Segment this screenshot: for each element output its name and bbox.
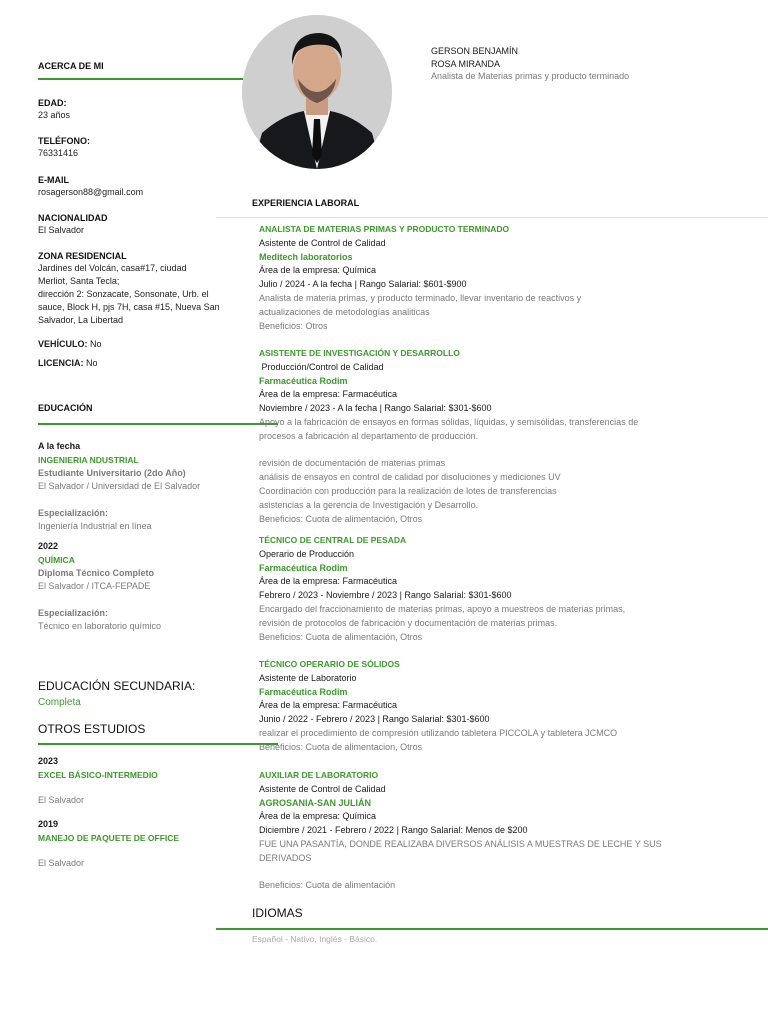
about-title: ACERCA DE MI xyxy=(38,61,104,71)
zone-line: dirección 2: Sonzacate, Sonsonate, Urb. el xyxy=(38,289,209,299)
languages-value: Español - Nativo, Inglés - Básico. xyxy=(252,934,378,944)
job-position: Asistente de Control de Calidad xyxy=(259,237,386,248)
phone-value: 76331416 xyxy=(38,148,79,158)
age-label: EDAD: xyxy=(38,98,67,108)
other-study-item xyxy=(38,755,238,807)
job-company: Farmacéutica Rodim xyxy=(259,686,348,697)
job-position: Asistente de Laboratorio xyxy=(259,672,357,683)
education-level: Diploma Técnico Completo xyxy=(38,567,155,578)
age-block xyxy=(38,97,70,122)
zone-line: sauce, Block H, pjs 7H, casa #15, Nueva San xyxy=(38,302,220,312)
education-date: A la fecha xyxy=(38,441,81,451)
job-desc-line: DERIVADOS xyxy=(259,852,312,863)
age-value: 23 años xyxy=(38,110,71,120)
job-desc-line xyxy=(259,444,759,458)
role-text: Analista de Materias primas y producto terminado xyxy=(431,71,630,81)
job-dates: Diciembre / 2021 - Febrero / 2022 | Rango Salarial: Menos de $200 xyxy=(259,825,528,836)
job-desc-line: Encargado del fraccionamiento de materias primas, apoyo a muestreos de materias primas, xyxy=(259,603,626,614)
job-title: TÉCNICO DE CENTRAL DE PESADA xyxy=(259,535,407,545)
job-desc-line: realizar el procedimiento de compresión utilizando tabletera PICCOLA y tabletera JCMCO xyxy=(259,727,618,738)
languages-divider xyxy=(216,928,768,930)
email-value: rosagerson88@gmail.com xyxy=(38,187,144,197)
education-place: El Salvador / Universidad de El Salvador xyxy=(38,481,201,491)
job-area: Área de la empresa: Farmacéutica xyxy=(259,700,398,711)
header-name xyxy=(431,45,629,83)
zone-label: ZONA RESIDENCIAL xyxy=(38,251,127,261)
secondary-education-title: EDUCACIÓN SECUNDARIA: xyxy=(38,679,196,693)
phone-block xyxy=(38,135,90,160)
job-area: Área de la empresa: Farmacéutica xyxy=(259,576,398,587)
job-position: Operario de Producción xyxy=(259,548,355,559)
job-entry xyxy=(259,769,759,893)
phone-label: TELÉFONO: xyxy=(38,136,90,146)
education-spec-label: Especialización: xyxy=(38,607,109,618)
profile-photo-image xyxy=(242,15,392,169)
vehicle-block xyxy=(38,339,102,349)
job-area: Área de la empresa: Química xyxy=(259,811,377,822)
email-block xyxy=(38,174,143,199)
about-divider xyxy=(38,78,248,80)
job-dates: Noviembre / 2023 - A la fecha | Rango Salarial: $301-$600 xyxy=(259,403,492,414)
education-spec-value: Técnico en laboratorio químico xyxy=(38,621,162,631)
zone-block xyxy=(38,250,223,327)
job-entry xyxy=(259,658,759,755)
education-level: Estudiante Universitario (2do Año) xyxy=(38,467,186,478)
other-study-year: 2023 xyxy=(38,756,59,766)
job-benefits: Beneficios: Cuota de alimentación xyxy=(259,880,396,891)
job-position: Asistente de Control de Calidad xyxy=(259,783,386,794)
job-dates: Julio / 2024 - A la fecha | Rango Salarial: $601-$900 xyxy=(259,279,467,290)
job-company: Farmacéutica Rodim xyxy=(259,375,348,386)
education-title: EDUCACIÓN xyxy=(38,403,93,413)
education-place: El Salvador / ITCA-FEPADE xyxy=(38,581,151,591)
vehicle-label: VEHÍCULO: xyxy=(38,339,88,349)
profile-photo xyxy=(242,15,392,169)
other-study-place: El Salvador xyxy=(38,794,85,805)
job-benefits: Beneficios: Cuota de alimentación, Otros xyxy=(259,513,423,524)
job-desc-line: Analista de materia primas, y producto terminado, llevar inventario de reactivos y xyxy=(259,292,582,303)
job-company: Meditech laboratorios xyxy=(259,251,353,262)
experience-divider xyxy=(216,217,768,218)
job-desc-line: Apoyo a la fabricación de ensayos en formas sólidas, líquidas, y semisólidas, transferencias de xyxy=(259,416,639,427)
job-benefits: Beneficios: Cuota de alimentación, Otros xyxy=(259,631,423,642)
job-desc-line: revisión de protocolos de fabricación y documentación de materias primas. xyxy=(259,617,558,628)
other-study-name: MANEJO DE PAQUETE DE OFFICE xyxy=(38,832,180,843)
nationality-label: NACIONALIDAD xyxy=(38,213,108,223)
job-entry xyxy=(259,223,759,333)
job-desc-line: FUE UNA PASANTÍA, DONDE REALIZABA DIVERSOS ANÁLISIS A MUESTRAS DE LECHE Y SUS xyxy=(259,838,662,849)
job-company: Farmacéutica Rodim xyxy=(259,562,348,573)
education-divider xyxy=(38,423,278,425)
experience-title: EXPERIENCIA LABORAL xyxy=(252,198,360,208)
job-title: AUXILIAR DE LABORATORIO xyxy=(259,770,379,780)
other-study-item xyxy=(38,818,238,870)
other-studies-divider xyxy=(38,743,278,745)
name-line-2: ROSA MIRANDA xyxy=(431,58,501,69)
education-date: 2022 xyxy=(38,541,59,551)
job-company: AGROSANIA-SAN JULIÁN xyxy=(259,797,372,808)
job-area: Área de la empresa: Farmacéutica xyxy=(259,389,398,400)
license-label: LICENCIA: xyxy=(38,358,84,368)
job-desc-line: Coordinación con producción para la realización de lotes de transferencias xyxy=(259,485,557,496)
job-title: TÉCNICO OPERARIO DE SÓLIDOS xyxy=(259,659,400,669)
job-desc-line: revisión de documentación de materias primas xyxy=(259,458,446,469)
license-value: No xyxy=(83,358,98,368)
job-entry xyxy=(259,347,759,526)
job-desc-line xyxy=(259,866,759,880)
job-desc-line: análisis de ensayos en control de calidad por disoluciones y mediciones UV xyxy=(259,472,561,483)
job-benefits: Beneficios: Cuota de alimentacion, Otros xyxy=(259,741,423,752)
job-benefits: Beneficios: Otros xyxy=(259,320,328,331)
job-dates: Febrero / 2023 - Noviembre / 2023 | Rango Salarial: $301-$600 xyxy=(259,590,512,601)
name-line-1: GERSON BENJAMÍN xyxy=(431,46,519,56)
secondary-education-value: Completa xyxy=(38,697,81,708)
other-study-name: EXCEL BÁSICO-INTERMEDIO xyxy=(38,769,158,780)
job-desc-line: asistencias a la gerencia de Investigación y Desarrollo. xyxy=(259,499,479,510)
nationality-value: El Salvador xyxy=(38,225,85,235)
job-position: Producción/Control de Calidad xyxy=(259,361,384,372)
job-area: Área de la empresa: Química xyxy=(259,265,377,276)
job-title: ASISTENTE DE INVESTIGACIÓN Y DESARROLLO xyxy=(259,348,460,358)
zone-line: Merliot, Santa Tecla; xyxy=(38,276,120,286)
job-desc-line: procesos a fabricación al departamento de producción. xyxy=(259,430,479,441)
other-study-place: El Salvador xyxy=(38,857,85,868)
job-title: ANALISTA DE MATERIAS PRIMAS Y PRODUCTO TERMINADO xyxy=(259,224,510,234)
education-spec-label: Especialización: xyxy=(38,507,109,518)
vehicle-value: No xyxy=(87,339,102,349)
education-item xyxy=(38,540,228,634)
education-spec-value: Ingeniería Industrial en línea xyxy=(38,521,152,531)
other-study-year: 2019 xyxy=(38,819,59,829)
zone-line: Jardines del Volcán, casa#17, ciudad xyxy=(38,263,187,273)
job-desc-line: actualizaciones de metodologías analiticas xyxy=(259,306,430,317)
zone-line: Salvador, La Libertad xyxy=(38,315,124,325)
education-item xyxy=(38,440,228,534)
nationality-block xyxy=(38,212,108,237)
education-degree: INGENIERIA NDUSTRIAL xyxy=(38,454,139,465)
education-degree: QUÍMICA xyxy=(38,554,75,565)
languages-title: IDIOMAS xyxy=(252,906,303,920)
other-studies-title: OTROS ESTUDIOS xyxy=(38,722,146,736)
license-block xyxy=(38,358,98,368)
job-entry xyxy=(259,534,759,644)
email-label: E-MAIL xyxy=(38,175,69,185)
job-dates: Junio / 2022 - Febrero / 2023 | Rango Salarial: $301-$600 xyxy=(259,714,490,725)
